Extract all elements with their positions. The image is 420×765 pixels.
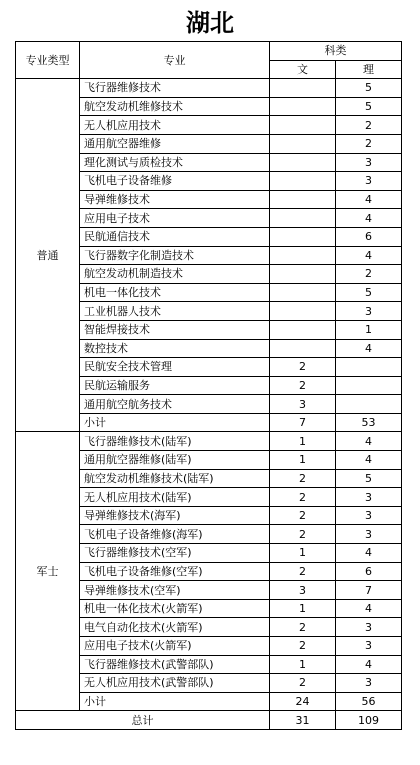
- wen-count-cell: 3: [270, 581, 336, 600]
- wen-count-cell: [270, 227, 336, 246]
- major-name-cell: 通用航空航务技术: [80, 395, 270, 414]
- total-label: 总计: [16, 711, 270, 730]
- header-row: [16, 42, 402, 61]
- wen-count-cell: [270, 246, 336, 265]
- wen-count-cell: 2: [270, 618, 336, 637]
- li-count-cell: 3: [336, 506, 402, 525]
- header-major: 专业: [80, 42, 270, 79]
- total-wen: 31: [270, 711, 336, 730]
- major-name-cell: 应用电子技术: [80, 209, 270, 228]
- wen-count-cell: [270, 97, 336, 116]
- wen-count-cell: 3: [270, 395, 336, 414]
- li-count-cell: 3: [336, 618, 402, 637]
- li-count-cell: 6: [336, 227, 402, 246]
- li-count-cell: 2: [336, 265, 402, 284]
- subtotal-label: 小计: [80, 692, 270, 711]
- major-name-cell: 飞行器数字化制造技术: [80, 246, 270, 265]
- wen-count-cell: 1: [270, 655, 336, 674]
- major-name-cell: 导弹维修技术(海军): [80, 506, 270, 525]
- wen-count-cell: [270, 320, 336, 339]
- subtotal-wen: 7: [270, 413, 336, 432]
- page-title: 湖北: [186, 8, 234, 37]
- wen-count-cell: 2: [270, 488, 336, 507]
- major-name-cell: 航空发动机制造技术: [80, 265, 270, 284]
- major-name-cell: 航空发动机维修技术: [80, 97, 270, 116]
- li-count-cell: 3: [336, 525, 402, 544]
- li-count-cell: [336, 358, 402, 377]
- major-name-cell: 数控技术: [80, 339, 270, 358]
- li-count-cell: 3: [336, 302, 402, 321]
- li-count-cell: 7: [336, 581, 402, 600]
- wen-count-cell: 1: [270, 432, 336, 451]
- major-name-cell: 电气自动化技术(火箭军): [80, 618, 270, 637]
- enrollment-table: [15, 41, 402, 730]
- major-name-cell: 机电一体化技术(火箭军): [80, 599, 270, 618]
- major-name-cell: 无人机应用技术(陆军): [80, 488, 270, 507]
- wen-count-cell: 2: [270, 469, 336, 488]
- major-name-cell: 飞机电子设备维修(空军): [80, 562, 270, 581]
- li-count-cell: 5: [336, 469, 402, 488]
- li-count-cell: 4: [336, 190, 402, 209]
- wen-count-cell: 2: [270, 506, 336, 525]
- wen-count-cell: [270, 339, 336, 358]
- li-count-cell: 2: [336, 134, 402, 153]
- wen-count-cell: [270, 265, 336, 284]
- major-type-cell: 军士: [16, 432, 80, 711]
- subtotal-wen: 24: [270, 692, 336, 711]
- major-name-cell: 飞行器维修技术(陆军): [80, 432, 270, 451]
- li-count-cell: [336, 395, 402, 414]
- wen-count-cell: 2: [270, 637, 336, 656]
- wen-count-cell: [270, 134, 336, 153]
- li-count-cell: 3: [336, 153, 402, 172]
- li-count-cell: 4: [336, 655, 402, 674]
- table-row: [16, 79, 402, 98]
- li-count-cell: 4: [336, 246, 402, 265]
- wen-count-cell: [270, 116, 336, 135]
- subtotal-li: 56: [336, 692, 402, 711]
- major-name-cell: 飞机电子设备维修: [80, 172, 270, 191]
- major-name-cell: 飞行器维修技术(空军): [80, 544, 270, 563]
- header-type: 专业类型: [16, 42, 80, 79]
- li-count-cell: 1: [336, 320, 402, 339]
- table-row: [16, 432, 402, 451]
- major-name-cell: 航空发动机维修技术(陆军): [80, 469, 270, 488]
- li-count-cell: 2: [336, 116, 402, 135]
- wen-count-cell: 1: [270, 451, 336, 470]
- li-count-cell: 4: [336, 339, 402, 358]
- major-name-cell: 导弹维修技术(空军): [80, 581, 270, 600]
- wen-count-cell: [270, 283, 336, 302]
- wen-count-cell: 2: [270, 562, 336, 581]
- li-count-cell: 6: [336, 562, 402, 581]
- wen-count-cell: [270, 302, 336, 321]
- major-name-cell: 导弹维修技术: [80, 190, 270, 209]
- major-name-cell: 飞行器维修技术(武警部队): [80, 655, 270, 674]
- total-row: [16, 711, 402, 730]
- wen-count-cell: [270, 172, 336, 191]
- li-count-cell: 4: [336, 451, 402, 470]
- wen-count-cell: [270, 209, 336, 228]
- major-name-cell: 应用电子技术(火箭军): [80, 637, 270, 656]
- header-wen: 文: [270, 60, 336, 79]
- major-name-cell: 无人机应用技术: [80, 116, 270, 135]
- wen-count-cell: [270, 190, 336, 209]
- header-category: 科类: [270, 42, 402, 61]
- major-name-cell: 通用航空器维修: [80, 134, 270, 153]
- li-count-cell: 5: [336, 97, 402, 116]
- li-count-cell: 5: [336, 79, 402, 98]
- li-count-cell: 3: [336, 637, 402, 656]
- major-type-cell: 普通: [16, 79, 80, 432]
- major-name-cell: 飞行器维修技术: [80, 79, 270, 98]
- li-count-cell: 4: [336, 544, 402, 563]
- major-name-cell: 无人机应用技术(武警部队): [80, 674, 270, 693]
- major-name-cell: 工业机器人技术: [80, 302, 270, 321]
- li-count-cell: 3: [336, 674, 402, 693]
- wen-count-cell: 2: [270, 358, 336, 377]
- wen-count-cell: 2: [270, 674, 336, 693]
- wen-count-cell: [270, 153, 336, 172]
- major-name-cell: 飞机电子设备维修(海军): [80, 525, 270, 544]
- major-name-cell: 理化测试与质检技术: [80, 153, 270, 172]
- total-li: 109: [336, 711, 402, 730]
- subtotal-li: 53: [336, 413, 402, 432]
- major-name-cell: 民航安全技术管理: [80, 358, 270, 377]
- li-count-cell: [336, 376, 402, 395]
- subtotal-label: 小计: [80, 413, 270, 432]
- major-name-cell: 机电一体化技术: [80, 283, 270, 302]
- major-name-cell: 民航通信技术: [80, 227, 270, 246]
- li-count-cell: 4: [336, 432, 402, 451]
- wen-count-cell: 1: [270, 544, 336, 563]
- li-count-cell: 3: [336, 172, 402, 191]
- major-name-cell: 智能焊接技术: [80, 320, 270, 339]
- header-li: 理: [336, 60, 402, 79]
- wen-count-cell: 2: [270, 376, 336, 395]
- major-name-cell: 通用航空器维修(陆军): [80, 451, 270, 470]
- li-count-cell: 4: [336, 599, 402, 618]
- wen-count-cell: 1: [270, 599, 336, 618]
- wen-count-cell: 2: [270, 525, 336, 544]
- wen-count-cell: [270, 79, 336, 98]
- li-count-cell: 4: [336, 209, 402, 228]
- li-count-cell: 5: [336, 283, 402, 302]
- major-name-cell: 民航运输服务: [80, 376, 270, 395]
- li-count-cell: 3: [336, 488, 402, 507]
